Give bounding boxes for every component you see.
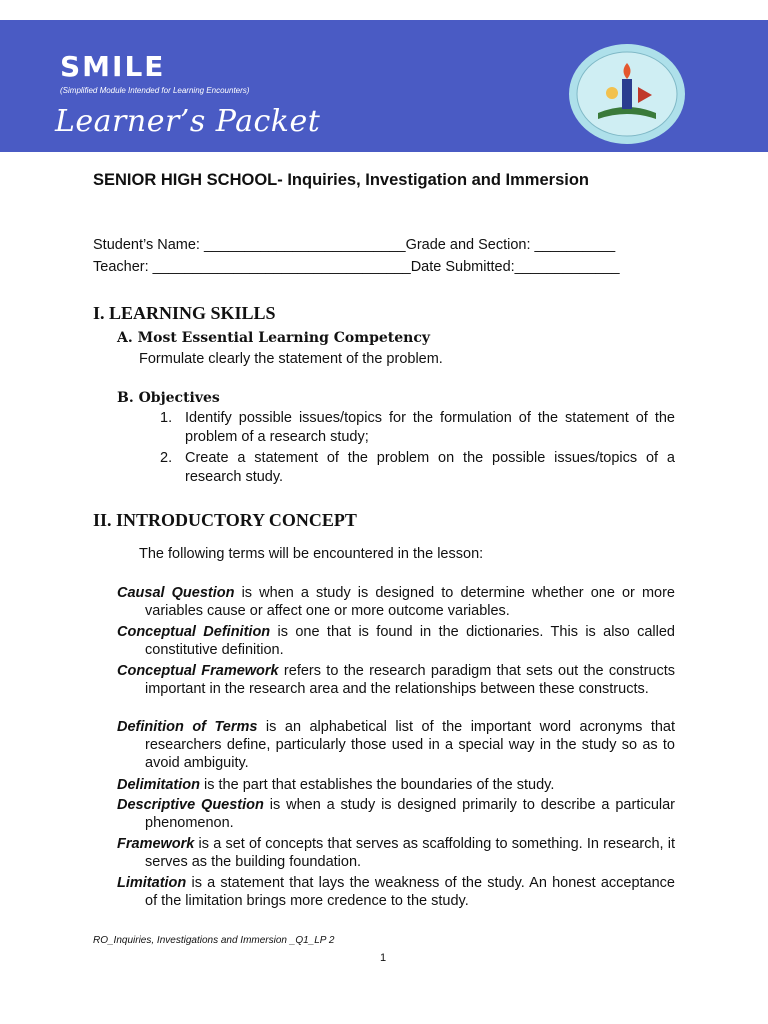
deped-seal-icon xyxy=(568,43,686,145)
term-name: Conceptual Definition xyxy=(117,624,271,640)
term-definition: is when a study is designed to determine whether one or more variables cause or affect one or more outcome variables. xyxy=(145,585,675,619)
objective-number: 1. xyxy=(160,410,173,426)
term-definition: is a statement that lays the weakness of the study. An honest acceptance of the limitation brings more credence to the study. xyxy=(145,875,675,909)
document-title: SENIOR HIGH SCHOOL- Inquiries, Investigation and Immersion xyxy=(93,171,589,189)
learning-skills-heading: I. LEARNING SKILLS xyxy=(93,303,276,323)
list-item xyxy=(160,449,675,487)
footer-code: RO_Inquiries, Investigations and Immersion _Q1_LP 2 xyxy=(93,935,335,946)
page-number: 1 xyxy=(380,952,387,964)
objective-text: Identify possible issues/topics for the formulation of the statement of the problem of a research study; xyxy=(185,410,675,445)
term-definition: is a set of concepts that serves as scaffolding to something. In research, it serves as the building foundation. xyxy=(145,836,675,870)
term-definition: refers to the research paradigm that sets out the constructs important in the research area and the relationships between these constructs. xyxy=(145,663,676,697)
list-item xyxy=(160,409,675,447)
term-entry xyxy=(117,662,675,698)
student-name-line: Student’s Name: _________________________Grade and Section: __________ xyxy=(93,237,616,253)
term-name: Causal Question xyxy=(117,585,235,601)
term-entry xyxy=(117,776,675,794)
melc-heading: A. Most Essential Learning Competency xyxy=(117,330,430,346)
term-entry xyxy=(117,835,675,871)
term-definition: is an alphabetical list of the important word acronyms that researchers define, particularly those used in a special way in the study so as to avoid ambiguity. xyxy=(145,719,676,771)
term-name: Delimitation xyxy=(117,777,200,793)
objectives-heading: B. Objectives xyxy=(117,390,220,406)
objective-number: 2. xyxy=(160,450,173,466)
term-entry xyxy=(117,623,675,659)
term-definition: is one that is found in the dictionaries. This is also called constitutive definition. xyxy=(145,624,675,658)
objective-text: Create a statement of the problem on the possible issues/topics of a research study. xyxy=(185,450,675,485)
term-name: Framework xyxy=(117,836,195,852)
term-name: Limitation xyxy=(117,875,187,891)
packet-title: Learner’s Packet xyxy=(55,104,321,139)
term-entry xyxy=(117,718,675,772)
brand-subtitle: (Simplified Module Intended for Learning Encounters) xyxy=(60,86,250,95)
melc-text: Formulate clearly the statement of the problem. xyxy=(139,351,443,367)
teacher-line: Teacher: ________________________________Date Submitted:_____________ xyxy=(93,259,620,275)
term-name: Descriptive Question xyxy=(117,797,264,813)
term-entry xyxy=(117,874,675,910)
term-definition: is when a study is designed primarily to describe a particular phenomenon. xyxy=(145,797,675,831)
term-definition: is the part that establishes the boundaries of the study. xyxy=(199,777,555,793)
intro-heading: II. INTRODUCTORY CONCEPT xyxy=(93,510,357,530)
term-name: Conceptual Framework xyxy=(117,663,279,679)
term-name: Definition of Terms xyxy=(117,719,258,735)
intro-lead: The following terms will be encountered in the lesson: xyxy=(139,546,484,562)
term-entry xyxy=(117,584,675,620)
term-entry xyxy=(117,796,675,832)
brand-title: SMILE xyxy=(60,50,166,83)
